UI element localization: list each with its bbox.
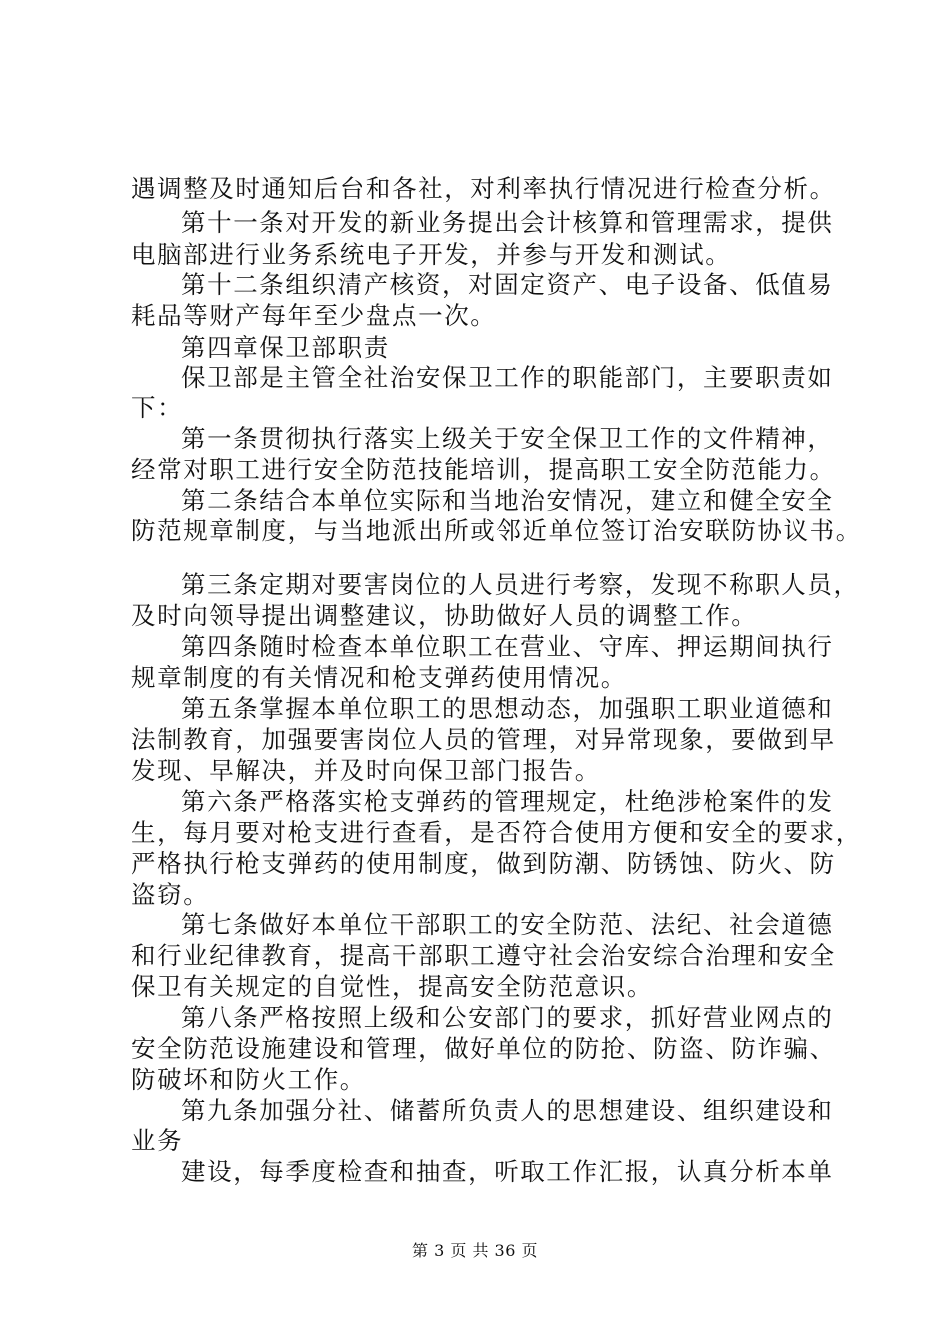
text-line: 第七条做好本单位干部职工的安全防范、法纪、社会道德 <box>181 910 834 939</box>
text-line: 及时向领导提出调整建议，协助做好人员的调整工作。 <box>131 601 758 630</box>
text-line: 建设，每季度检查和抽查，听取工作汇报，认真分析本单 <box>181 1157 834 1186</box>
text-line: 生，每月要对枪支进行查看，是否符合使用方便和安全的要求， <box>131 818 862 847</box>
text-line: 第五条掌握本单位职工的思想动态，加强职工职业道德和 <box>181 694 834 723</box>
text-line: 严格执行枪支弹药的使用制度，做到防潮、防锈蚀、防火、防 <box>131 849 836 878</box>
text-line: 第十二条组织清产核资，对固定资产、电子设备、低值易 <box>181 270 834 299</box>
text-line: 下： <box>131 393 184 422</box>
text-line: 第二条结合本单位实际和当地治安情况，建立和健全安全 <box>181 486 834 515</box>
text-line: 第三条定期对要害岗位的人员进行考察，发现不称职人员， <box>181 570 860 599</box>
text-line: 发现、早解决，并及时向保卫部门报告。 <box>131 756 601 785</box>
text-line: 第八条严格按照上级和公安部门的要求，抓好营业网点的 <box>181 1003 834 1032</box>
text-line: 第一条贯彻执行落实上级关于安全保卫工作的文件精神， <box>181 424 834 453</box>
text-line: 耗品等财产每年至少盘点一次。 <box>131 301 497 330</box>
text-line: 保卫有关规定的自觉性，提高安全防范意识。 <box>131 972 653 1001</box>
text-line: 防破坏和防火工作。 <box>131 1065 366 1094</box>
text-line: 防范规章制度，与当地派出所或邻近单位签订治安联防协议书。 <box>131 516 862 545</box>
text-line: 第九条加强分社、储蓄所负责人的思想建设、组织建设和 <box>181 1096 834 1125</box>
text-line: 第四条随时检查本单位职工在营业、守库、押运期间执行 <box>181 632 834 661</box>
text-line: 业务 <box>131 1126 184 1155</box>
text-line: 规章制度的有关情况和枪支弹药使用情况。 <box>131 663 627 692</box>
text-line: 法制教育，加强要害岗位人员的管理，对异常现象，要做到早 <box>131 725 836 754</box>
text-line: 第六条严格落实枪支弹药的管理规定，杜绝涉枪案件的发 <box>181 787 834 816</box>
text-line: 安全防范设施建设和管理，做好单位的防抢、防盗、防诈骗、 <box>131 1034 836 1063</box>
text-line: 遇调整及时通知后台和各社，对利率执行情况进行检查分析。 <box>131 174 836 203</box>
text-line: 保卫部是主管全社治安保卫工作的职能部门，主要职责如 <box>181 363 834 392</box>
text-line: 经常对职工进行安全防范技能培训，提高职工安全防范能力。 <box>131 455 836 484</box>
text-line: 电脑部进行业务系统电子开发，并参与开发和测试。 <box>131 240 732 269</box>
text-line: 盗窃。 <box>131 880 210 909</box>
chapter-heading: 第四章保卫部职责 <box>181 333 390 362</box>
text-line: 和行业纪律教育，提高干部职工遵守社会治安综合治理和安全 <box>131 941 836 970</box>
text-line: 第十一条对开发的新业务提出会计核算和管理需求，提供 <box>181 208 834 237</box>
page-footer: 第 3 页 共 36 页 <box>412 1241 538 1260</box>
